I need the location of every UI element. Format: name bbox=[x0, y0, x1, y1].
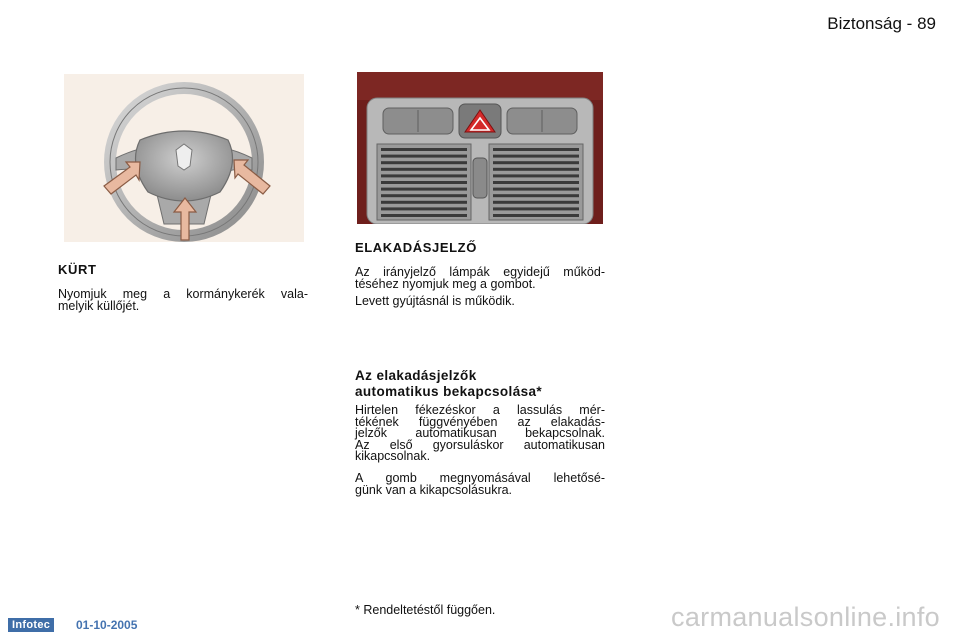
page-number: 89 bbox=[917, 14, 936, 33]
arrow-icon bbox=[228, 156, 274, 200]
hazard-text-2 bbox=[355, 296, 605, 308]
steering-wheel-figure bbox=[64, 74, 304, 242]
watermark: carmanualsonline.info bbox=[671, 602, 940, 632]
auto-hazard-text-2 bbox=[355, 473, 605, 496]
horn-text bbox=[58, 289, 308, 312]
header-separator: - bbox=[906, 14, 913, 33]
print-date: 01-10-2005 bbox=[76, 618, 138, 632]
arrow-icon bbox=[172, 196, 198, 242]
auto-hazard-line: tékének függvényében az elakadás- bbox=[355, 414, 605, 429]
auto-hazard-line: Az első gyorsuláskor automatikusan bbox=[355, 437, 605, 452]
hazard-line: Levett gyújtásnál is működik. bbox=[355, 294, 515, 308]
auto-hazard-line: A gomb megnyomásával lehetősé- bbox=[355, 471, 605, 485]
hazard-text bbox=[355, 267, 605, 290]
infotec-badge: Infotec bbox=[8, 618, 54, 632]
auto-hazard-line: günk van a kikapcsolásukra. bbox=[355, 482, 513, 497]
hazard-line: téséhez nyomjuk meg a gombot. bbox=[355, 276, 536, 291]
auto-hazard-title-line: Az elakadásjelzők bbox=[355, 368, 477, 383]
footnote: * Rendeltetéstől függően. bbox=[355, 603, 496, 617]
hazard-line: Az irányjelző lámpák egyidejű működ- bbox=[355, 265, 605, 279]
auto-hazard-title bbox=[355, 368, 542, 400]
horn-line: Nyomjuk meg a kormánykerék vala- bbox=[58, 287, 308, 301]
horn-title: KÜRT bbox=[58, 262, 97, 277]
auto-hazard-text bbox=[355, 405, 605, 463]
page-header bbox=[827, 14, 936, 34]
hazard-switch-figure bbox=[357, 72, 603, 224]
arrow-icon bbox=[100, 158, 146, 198]
hazard-title: ELAKADÁSJELZŐ bbox=[355, 240, 477, 255]
section-title: Biztonság bbox=[827, 14, 902, 33]
auto-hazard-line: kikapcsolnak. bbox=[355, 449, 431, 464]
dashboard-vent-icon bbox=[357, 72, 603, 224]
horn-line: melyik küllőjét. bbox=[58, 298, 140, 313]
auto-hazard-line: Hirtelen fékezéskor a lassulás mér- bbox=[355, 403, 605, 417]
auto-hazard-line: jelzők automatikusan bekapcsolnak. bbox=[355, 426, 605, 441]
auto-hazard-title-line: automatikus bekapcsolása* bbox=[355, 384, 543, 399]
